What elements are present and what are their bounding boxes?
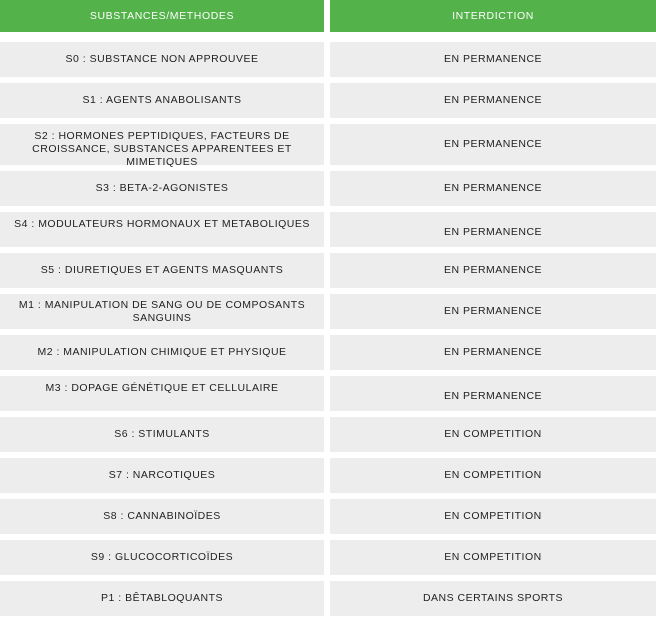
substance-cell: S6 : STIMULANTS bbox=[0, 417, 324, 452]
substance-cell: S9 : GLUCOCORTICOÏDES bbox=[0, 540, 324, 575]
interdiction-cell: EN PERMANENCE bbox=[330, 253, 656, 288]
interdiction-cell: EN PERMANENCE bbox=[330, 335, 656, 370]
table-row bbox=[0, 376, 656, 411]
interdiction-cell: EN COMPETITION bbox=[330, 540, 656, 575]
interdiction-cell: EN PERMANENCE bbox=[330, 294, 656, 329]
table-row bbox=[0, 294, 656, 329]
substance-cell: M3 : DOPAGE GÉNÉTIQUE ET CELLULAIRE bbox=[0, 376, 324, 411]
interdiction-cell: EN PERMANENCE bbox=[330, 42, 656, 77]
substance-cell: S0 : SUBSTANCE NON APPROUVEE bbox=[0, 42, 324, 77]
substance-cell: S5 : DIURETIQUES ET AGENTS MASQUANTS bbox=[0, 253, 324, 288]
table-row bbox=[0, 171, 656, 206]
table-row bbox=[0, 458, 656, 493]
substance-cell: S4 : MODULATEURS HORMONAUX ET METABOLIQUES bbox=[0, 212, 324, 247]
table-row bbox=[0, 335, 656, 370]
substance-cell: S1 : AGENTS ANABOLISANTS bbox=[0, 83, 324, 118]
interdiction-cell: EN PERMANENCE bbox=[330, 212, 656, 247]
table-row bbox=[0, 417, 656, 452]
interdiction-cell: EN COMPETITION bbox=[330, 499, 656, 534]
interdiction-cell: EN PERMANENCE bbox=[330, 171, 656, 206]
substance-cell: M2 : MANIPULATION CHIMIQUE ET PHYSIQUE bbox=[0, 335, 324, 370]
table-row bbox=[0, 540, 656, 575]
interdiction-cell: DANS CERTAINS SPORTS bbox=[330, 581, 656, 616]
header-interdiction: INTERDICTION bbox=[330, 0, 656, 32]
substance-cell: M1 : MANIPULATION DE SANG OU DE COMPOSANTS SANGUINS bbox=[0, 294, 324, 329]
interdiction-cell: EN PERMANENCE bbox=[330, 376, 656, 411]
table-row bbox=[0, 42, 656, 77]
interdiction-cell: EN COMPETITION bbox=[330, 417, 656, 452]
table-row bbox=[0, 499, 656, 534]
table-row bbox=[0, 253, 656, 288]
substance-cell: S2 : HORMONES PEPTIDIQUES, FACTEURS DE CROISSANCE, SUBSTANCES APPARENTEES ET MIMETIQUES bbox=[0, 124, 324, 165]
substance-cell: S7 : NARCOTIQUES bbox=[0, 458, 324, 493]
table-row bbox=[0, 212, 656, 247]
table-row bbox=[0, 581, 656, 616]
interdiction-cell: EN PERMANENCE bbox=[330, 83, 656, 118]
header-substances: SUBSTANCES/METHODES bbox=[0, 0, 324, 32]
substance-cell: P1 : BÊTABLOQUANTS bbox=[0, 581, 324, 616]
table-row bbox=[0, 83, 656, 118]
table-header bbox=[0, 0, 656, 32]
substance-cell: S8 : CANNABINOÏDES bbox=[0, 499, 324, 534]
substance-cell: S3 : BETA-2-AGONISTES bbox=[0, 171, 324, 206]
table-row bbox=[0, 124, 656, 168]
interdiction-cell: EN PERMANENCE bbox=[330, 124, 656, 165]
interdiction-cell: EN COMPETITION bbox=[330, 458, 656, 493]
